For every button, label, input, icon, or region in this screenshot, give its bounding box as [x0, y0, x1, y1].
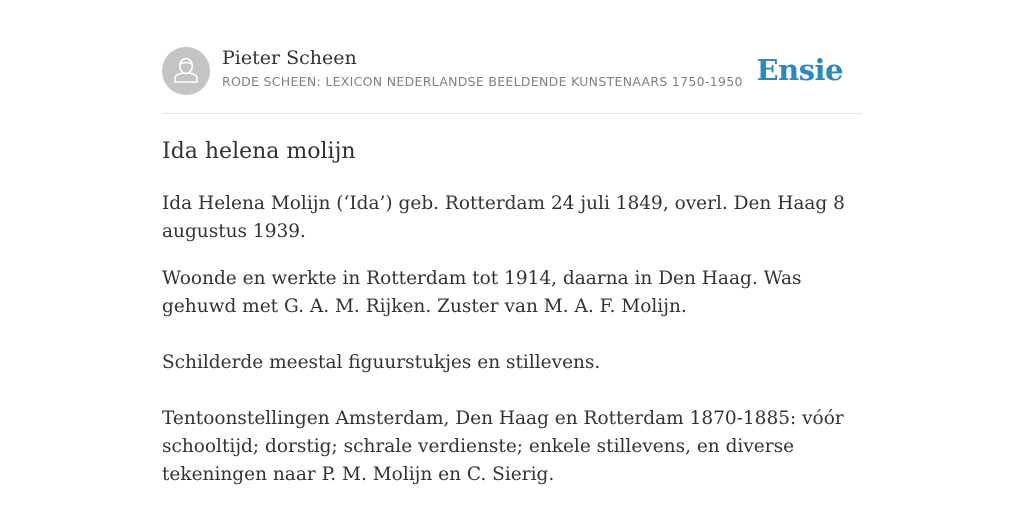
paragraph: Woonde en werkte in Rotterdam tot 1914, daarna in Den Haag. Was gehuwd met G. A. M. Rijken. Zuster van M. A. F. Molijn. [162, 268, 802, 317]
source-title[interactable]: RODE SCHEEN: LEXICON NEDERLANDSE BEELDENDE KUNSTENAARS 1750-1950 [222, 74, 743, 89]
header-divider [162, 113, 862, 114]
entry-title: Ida helena molijn [162, 139, 356, 164]
author-avatar[interactable] [162, 47, 210, 95]
entry-body [162, 190, 862, 489]
paragraph: Tentoonstellingen Amsterdam, Den Haag en Rotterdam 1870-1885: vóór schooltijd; dorstig; schrale verdienste; enkele stillevens, en diverse tekeningen naar P. M. Molijn en C. Sierig. [162, 408, 844, 485]
ensie-logo[interactable]: Ensie [756, 53, 843, 87]
author-name[interactable]: Pieter Scheen [222, 47, 357, 69]
paragraph: Ida Helena Molijn (‘Ida’) geb. Rotterdam 24 juli 1849, overl. Den Haag 8 augustus 1939. [162, 193, 845, 242]
entry-header [162, 46, 862, 96]
paragraph: Schilderde meestal figuurstukjes en stillevens. [162, 352, 601, 373]
user-icon [162, 47, 210, 95]
